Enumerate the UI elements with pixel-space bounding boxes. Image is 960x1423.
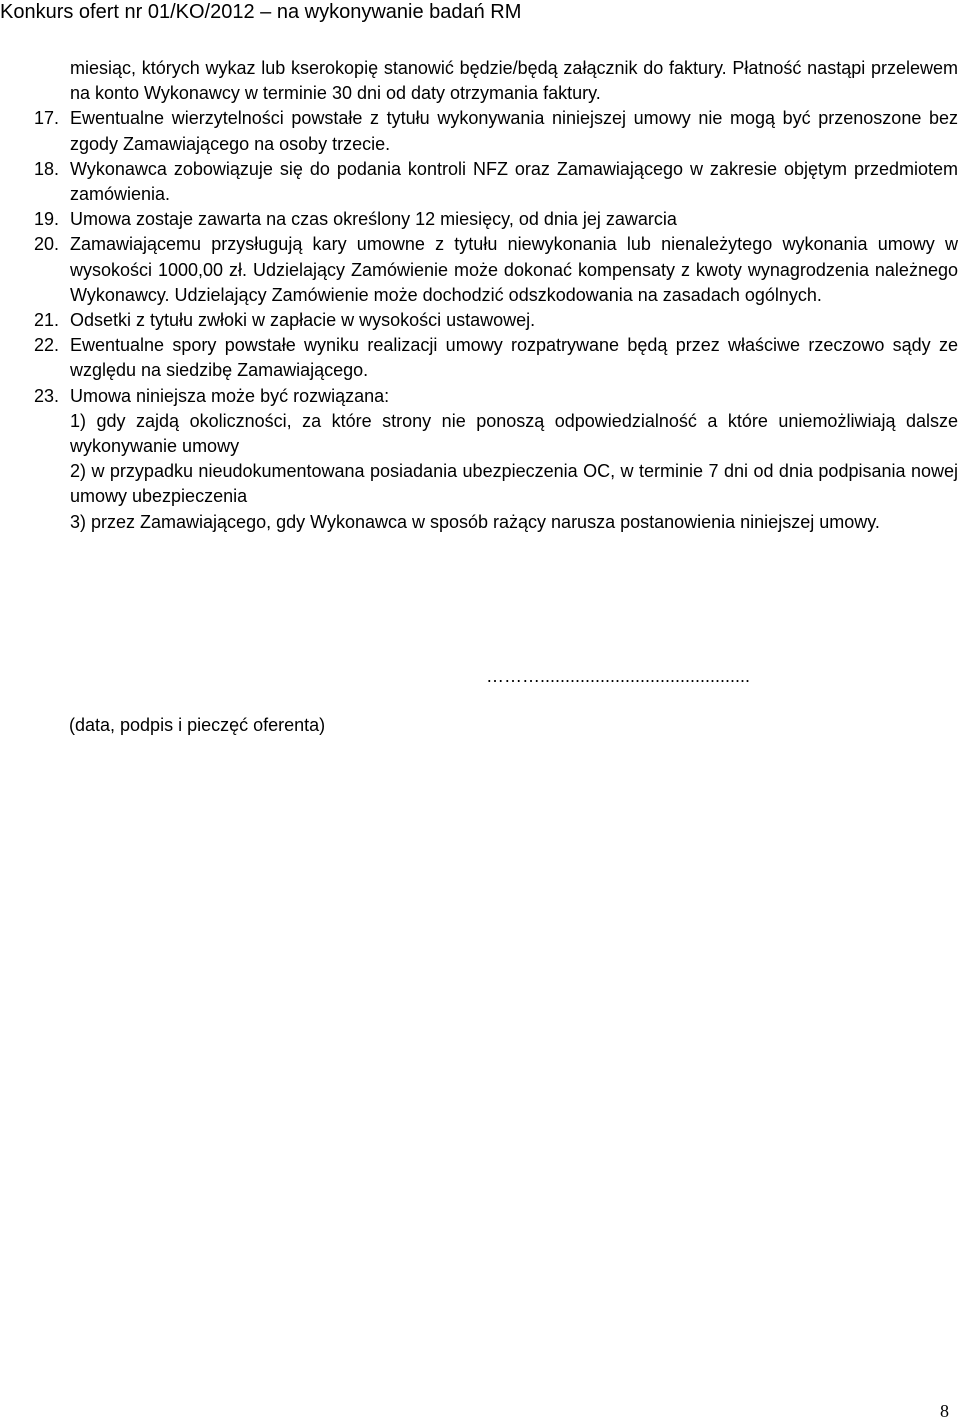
paragraph-22 bbox=[34, 333, 958, 383]
paragraph-text: miesiąc, których wykaz lub kserokopię stanowić będzie/będą załącznik do faktury. Płatność nastąpi przelewem na konto Wykonawcy w terminie 30 dni od daty otrzymania faktury. bbox=[70, 58, 958, 104]
paragraph-text: Zamawiającemu przysługują kary umowne z tytułu niewykonania lub nienależytego wykonania umowy w wysokości 1000,00 zł. Udzielający Zamówienie może dokonać kompensaty z kwoty wynagrodzenia należnego Wykonawcy. Udzielający Zamówienie może dochodzić odszkodowania na zasadach ogólnych. bbox=[70, 234, 958, 305]
paragraph-16-continuation bbox=[34, 56, 958, 106]
signature-line: ……….......................................... bbox=[486, 666, 751, 686]
paragraph-number: 19. bbox=[34, 209, 60, 230]
signature-label: (data, podpis i pieczęć oferenta) bbox=[69, 715, 326, 735]
paragraph-number: 22. bbox=[34, 335, 60, 356]
paragraph-number: 17. bbox=[34, 108, 60, 129]
termination-item-3: 3) przez Zamawiającego, gdy Wykonawca w sposób rażący narusza postanowienia niniejszej umowy. bbox=[70, 511, 880, 532]
paragraph-text: Odsetki z tytułu zwłoki w zapłacie w wysokości ustawowej. bbox=[70, 310, 536, 331]
paragraph-number: 23. bbox=[34, 385, 60, 406]
paragraph-text: Ewentualne wierzytelności powstałe z tytułu wykonywania niniejszej umowy nie mogą być przenoszone bez zgody Zamawiającego na osoby trzecie. bbox=[70, 108, 958, 154]
paragraph-text: Ewentualne spory powstałe wyniku realizacji umowy rozpatrywane będą przez właściwe rzeczowo sądy ze względu na siedzibę Zamawiającego. bbox=[70, 335, 958, 381]
paragraph-number: 18. bbox=[34, 158, 60, 179]
paragraph-text: Umowa niniejsza może być rozwiązana: bbox=[70, 385, 390, 406]
paragraph-text: Wykonawca zobowiązuje się do podania kontroli NFZ oraz Zamawiającego w zakresie objętym przedmiotem zamówienia. bbox=[70, 158, 958, 205]
paragraph-number: 21. bbox=[34, 310, 60, 331]
page-number: 8 bbox=[940, 1401, 949, 1421]
header-title: Konkurs ofert nr 01/KO/2012 – na wykonywanie badań RM bbox=[0, 1, 522, 23]
contract-body bbox=[34, 56, 958, 535]
termination-item-2: 2) w przypadku nieudokumentowana posiadania ubezpieczenia OC, w terminie 7 dni od dnia podpisania nowej umowy ubezpieczenia bbox=[70, 461, 958, 507]
paragraph-23 bbox=[34, 384, 958, 409]
paragraph-text: Umowa zostaje zawarta na czas określony 12 miesięcy, od dnia jej zawarcia bbox=[70, 209, 677, 230]
paragraph-21 bbox=[34, 308, 958, 333]
paragraph-number: 20. bbox=[34, 234, 60, 255]
termination-item-1: 1) gdy zajdą okoliczności, za które strony nie ponoszą odpowiedzialność a które uniemożliwiają dalsze wykonywanie umowy bbox=[70, 410, 958, 457]
paragraph-19 bbox=[34, 207, 958, 232]
paragraph-20 bbox=[34, 232, 958, 308]
paragraph-18 bbox=[34, 157, 958, 207]
paragraph-17 bbox=[34, 106, 958, 156]
document-header bbox=[0, 0, 960, 28]
